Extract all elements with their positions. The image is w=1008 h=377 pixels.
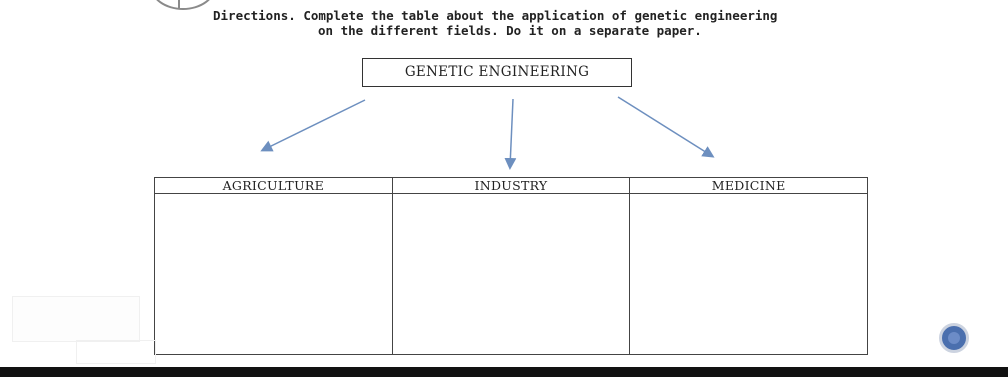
arrow-to-industry	[510, 99, 513, 167]
medicine-answer-cell	[630, 194, 868, 355]
arrow-to-agriculture	[263, 100, 365, 150]
header-medicine: MEDICINE	[630, 178, 868, 194]
agriculture-answer-cell	[155, 194, 393, 355]
table-header-row	[155, 178, 868, 194]
arrow-to-medicine	[618, 97, 712, 156]
title-box: GENETIC ENGINEERING	[362, 58, 632, 87]
directions-line2: on the different fields. Do it on a separate paper.	[318, 22, 702, 38]
directions-label: Directions.	[213, 8, 296, 23]
header-agriculture: AGRICULTURE	[155, 178, 393, 194]
faint-placeholder-box	[12, 296, 140, 342]
record-button-icon[interactable]	[939, 323, 969, 353]
directions-line1: Complete the table about the application of genetic engineering	[303, 8, 778, 23]
bottom-bar	[0, 367, 1008, 377]
faint-placeholder-box-small	[76, 340, 156, 364]
table-row	[155, 194, 868, 355]
industry-answer-cell	[392, 194, 630, 355]
header-industry: INDUSTRY	[392, 178, 630, 194]
fields-table	[154, 177, 868, 355]
